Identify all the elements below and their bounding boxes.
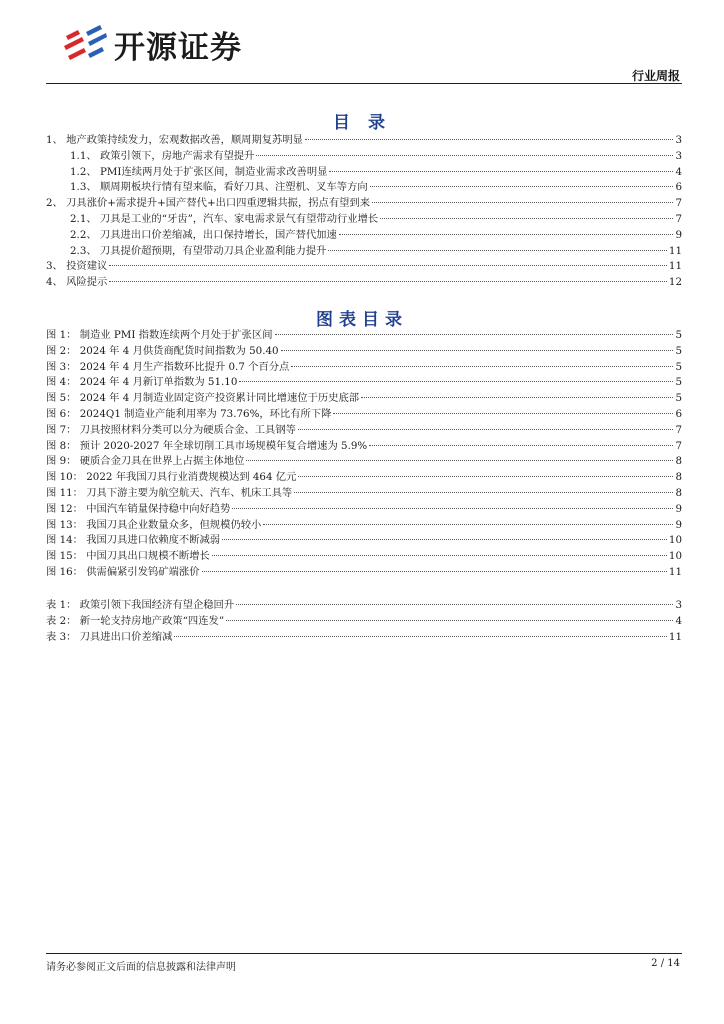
dot-leader bbox=[109, 281, 667, 282]
toc-entry-page: 6 bbox=[675, 181, 682, 194]
toc-entry[interactable] bbox=[46, 259, 682, 275]
figure-entry[interactable] bbox=[46, 454, 682, 470]
figure-entry[interactable] bbox=[46, 375, 682, 391]
toc-entry-page: 7 bbox=[675, 197, 682, 210]
dot-leader bbox=[239, 381, 673, 382]
toc-entry-label: 2、 刀具涨价+需求提升+国产替代+出口四重逻辑共振，拐点有望到来 bbox=[46, 197, 371, 210]
toc-entry-label: 2.1、 刀具是工业的“牙齿”，汽车、家电需求景气有望带动行业增长 bbox=[70, 212, 379, 225]
dot-leader bbox=[329, 171, 673, 172]
figure-entry[interactable] bbox=[46, 423, 682, 439]
toc-entry-page: 12 bbox=[668, 276, 682, 289]
toc-entry-label: 2.2、 刀具进出口价差缩减，出口保持增长，国产替代加速 bbox=[70, 228, 337, 241]
toc-title: 目 录 bbox=[333, 113, 391, 133]
dot-leader bbox=[226, 620, 673, 621]
toc-entry-label: 1.1、 政策引领下，房地产需求有望提升 bbox=[70, 149, 255, 162]
dot-leader bbox=[328, 250, 666, 251]
figure-entry[interactable] bbox=[46, 565, 682, 581]
figure-entry-page: 5 bbox=[675, 376, 682, 389]
toc-entry-label: 1.3、 顺周期板块行情有望来临，看好刀具、注塑机、叉车等方向 bbox=[70, 181, 368, 194]
table-entry[interactable] bbox=[46, 614, 682, 630]
dot-leader bbox=[281, 350, 674, 351]
header-divider bbox=[46, 83, 682, 84]
figure-entry-label: 图 6： 2024Q1 制造业产能利用率为 73.76%，环比有所下降 bbox=[46, 407, 332, 420]
table-entry-label: 表 1： 政策引领下我国经济有望企稳回升 bbox=[46, 599, 235, 611]
figure-entry-label: 图 11： 刀具下游主要为航空航天、汽车、机床工具等 bbox=[46, 486, 293, 499]
figure-entry-page: 7 bbox=[675, 423, 682, 436]
company-logo bbox=[62, 22, 242, 66]
figure-entry-label: 图 3： 2024 年 4 月生产指数环比提升 0.7 个百分点 bbox=[46, 360, 290, 373]
table-entry-page: 4 bbox=[675, 614, 682, 627]
dot-leader bbox=[246, 460, 673, 461]
dot-leader bbox=[370, 186, 674, 187]
figure-entry-page: 5 bbox=[675, 392, 682, 405]
footer-disclaimer: 请务必参阅正文后面的信息披露和法律声明 bbox=[46, 962, 236, 973]
logo-mark-icon bbox=[62, 24, 108, 64]
figure-entry-label: 图 15： 中国刀具出口规模不断增长 bbox=[46, 550, 210, 563]
figure-entry-page: 8 bbox=[675, 486, 682, 499]
dot-leader bbox=[380, 218, 673, 219]
figure-entry-label: 图 4： 2024 年 4 月新订单指数为 51.10 bbox=[46, 376, 238, 389]
figure-entry-page: 10 bbox=[668, 550, 682, 563]
figure-entry-page: 11 bbox=[668, 565, 682, 578]
figure-entry[interactable] bbox=[46, 391, 682, 407]
toc-entry-page: 11 bbox=[668, 244, 682, 257]
figure-entry-label: 图 5： 2024 年 4 月制造业固定资产投资累计同比增速位于历史底部 bbox=[46, 392, 360, 405]
dot-leader bbox=[174, 636, 667, 637]
dot-leader bbox=[298, 476, 673, 477]
figure-entry[interactable] bbox=[46, 344, 682, 360]
toc-entry-page: 7 bbox=[675, 212, 682, 225]
figure-entry[interactable] bbox=[46, 533, 682, 549]
dot-leader bbox=[109, 265, 667, 266]
figure-entry-label: 图 1： 制造业 PMI 指数连续两个月处于扩张区间 bbox=[46, 329, 273, 341]
figure-entry-label: 图 10： 2022 年我国刀具行业消费规模达到 464 亿元 bbox=[46, 471, 297, 484]
dot-leader bbox=[236, 604, 673, 605]
figure-entry-page: 10 bbox=[668, 534, 682, 547]
figure-entry-page: 5 bbox=[675, 360, 682, 373]
toc-entry[interactable] bbox=[46, 212, 682, 228]
figure-entry-label: 图 2： 2024 年 4 月供货商配货时间指数为 50.40 bbox=[46, 344, 279, 357]
table-entry-page: 3 bbox=[675, 599, 682, 611]
toc-list bbox=[46, 133, 682, 291]
dot-leader bbox=[369, 445, 673, 446]
dot-leader bbox=[275, 334, 674, 335]
figure-entry[interactable] bbox=[46, 439, 682, 455]
dot-leader bbox=[372, 202, 673, 203]
dot-leader bbox=[361, 397, 673, 398]
figure-entry-page: 5 bbox=[675, 344, 682, 357]
figure-entry-page: 9 bbox=[675, 502, 682, 515]
toc-entry[interactable] bbox=[46, 228, 682, 244]
figure-entry-page: 9 bbox=[675, 518, 682, 531]
dot-leader bbox=[256, 155, 673, 156]
toc-entry[interactable] bbox=[46, 149, 682, 165]
figure-entry-page: 6 bbox=[675, 407, 682, 420]
dot-leader bbox=[232, 508, 673, 509]
toc-entry-page: 3 bbox=[675, 134, 682, 146]
toc-entry[interactable] bbox=[46, 165, 682, 181]
toc-entry[interactable] bbox=[46, 275, 682, 291]
dot-leader bbox=[222, 539, 667, 540]
figure-entry[interactable] bbox=[46, 360, 682, 376]
figure-entry-page: 7 bbox=[675, 439, 682, 452]
toc-entry-page: 11 bbox=[668, 260, 682, 273]
figure-entry[interactable] bbox=[46, 518, 682, 534]
toc-entry-page: 9 bbox=[675, 228, 682, 241]
dot-leader bbox=[202, 571, 667, 572]
dot-leader bbox=[305, 139, 673, 140]
toc-entry-page: 3 bbox=[675, 149, 682, 162]
figure-entry[interactable] bbox=[46, 328, 682, 344]
table-entry[interactable] bbox=[46, 598, 682, 614]
toc-entry-page: 4 bbox=[675, 165, 682, 178]
toc-entry-label: 2.3、 刀具提价超预期，有望带动刀具企业盈利能力提升 bbox=[70, 244, 327, 257]
figure-entry[interactable] bbox=[46, 407, 682, 423]
dot-leader bbox=[333, 413, 673, 414]
page-number: 2 / 14 bbox=[651, 958, 680, 969]
dot-leader bbox=[298, 429, 674, 430]
company-name: 开源证券 bbox=[114, 29, 242, 66]
figure-entry-label: 图 7： 刀具按照材料分类可以分为硬质合金、工具钢等 bbox=[46, 423, 296, 436]
figure-entry[interactable] bbox=[46, 502, 682, 518]
table-list bbox=[46, 598, 682, 645]
figure-list bbox=[46, 328, 682, 581]
toc-entry-label: 3、 投资建议 bbox=[46, 260, 108, 273]
footer-divider bbox=[46, 953, 682, 954]
toc-entry-label: 1.2、 PMI连续两月处于扩张区间，制造业需求改善明显 bbox=[70, 165, 328, 178]
table-entry-page: 11 bbox=[668, 630, 682, 643]
figure-entry-label: 图 13： 我国刀具企业数量众多，但规模仍较小 bbox=[46, 518, 262, 531]
figure-entry[interactable] bbox=[46, 549, 682, 565]
figure-entry-label: 图 12： 中国汽车销量保持稳中向好趋势 bbox=[46, 502, 231, 515]
figure-entry-page: 5 bbox=[675, 329, 682, 341]
figure-list-title: 图表目录 bbox=[316, 310, 408, 330]
figure-entry-label: 图 14： 我国刀具进口依赖度不断减弱 bbox=[46, 534, 221, 547]
figure-entry[interactable] bbox=[46, 470, 682, 486]
dot-leader bbox=[294, 492, 673, 493]
toc-entry[interactable] bbox=[46, 180, 682, 196]
table-entry-label: 表 3： 刀具进出口价差缩减 bbox=[46, 630, 173, 643]
figure-entry-page: 8 bbox=[675, 471, 682, 484]
figure-entry-label: 图 8： 预计 2020-2027 年全球切削工具市场规模年复合增速为 5.9% bbox=[46, 439, 368, 452]
toc-entry[interactable] bbox=[46, 196, 682, 212]
figure-entry-label: 图 16： 供需偏紧引发钨矿端涨价 bbox=[46, 565, 200, 578]
toc-entry-label: 4、 风险提示 bbox=[46, 276, 108, 289]
figure-entry-label: 图 9： 硬质合金刀具在世界上占据主体地位 bbox=[46, 455, 245, 468]
toc-entry-label: 1、 地产政策持续发力，宏观数据改善，顺周期复苏明显 bbox=[46, 134, 303, 146]
figure-entry[interactable] bbox=[46, 486, 682, 502]
toc-entry[interactable] bbox=[46, 133, 682, 149]
dot-leader bbox=[212, 555, 667, 556]
table-entry-label: 表 2： 新一轮支持房地产政策“四连发” bbox=[46, 614, 225, 627]
report-type: 行业周报 bbox=[631, 69, 680, 83]
dot-leader bbox=[339, 234, 674, 235]
table-entry[interactable] bbox=[46, 630, 682, 646]
figure-entry-page: 8 bbox=[675, 455, 682, 468]
toc-entry[interactable] bbox=[46, 244, 682, 260]
dot-leader bbox=[291, 366, 673, 367]
dot-leader bbox=[263, 524, 673, 525]
